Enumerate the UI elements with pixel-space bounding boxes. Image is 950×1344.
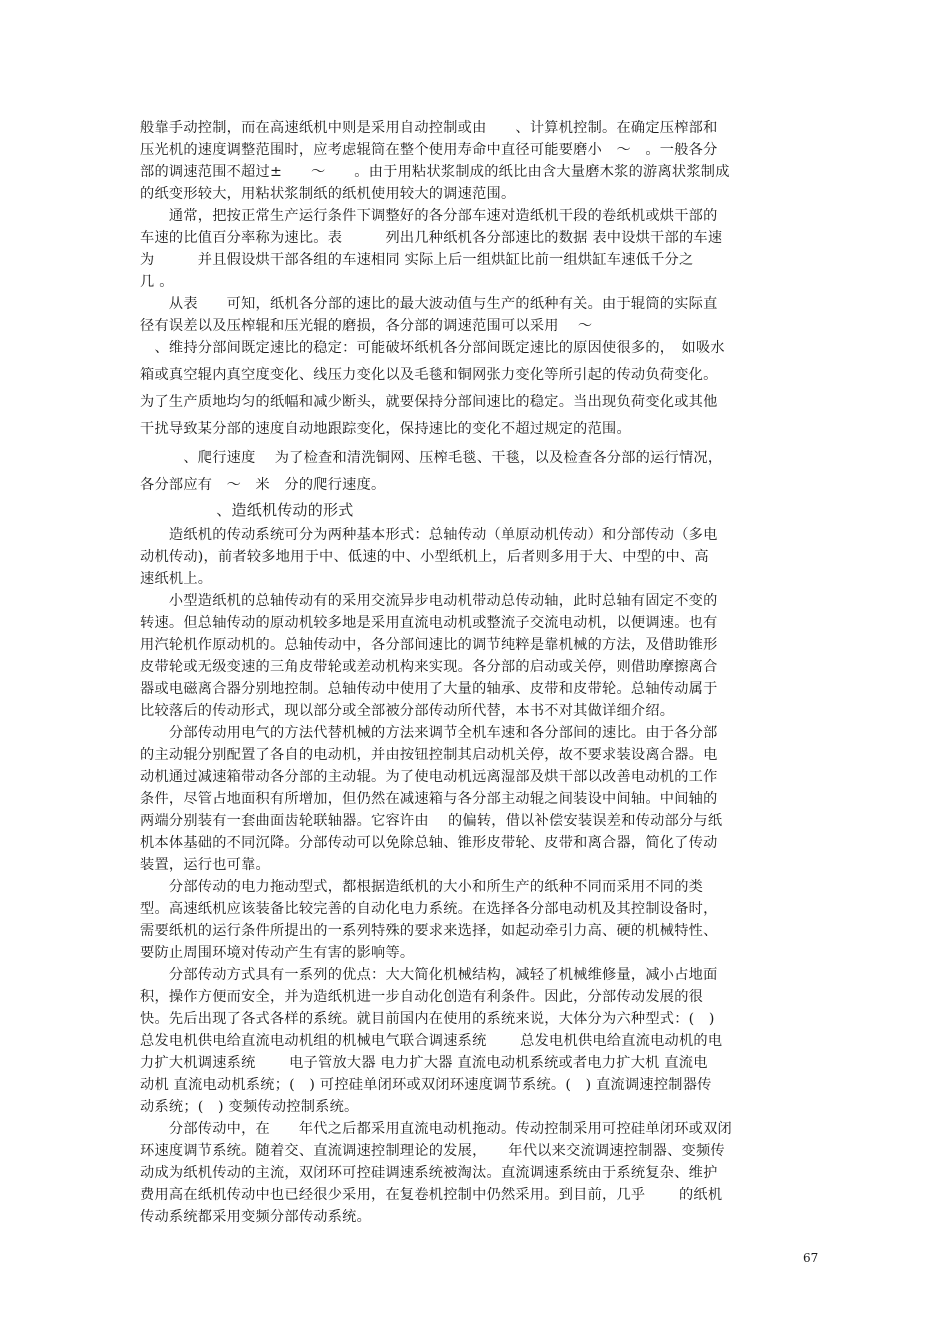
text-line: 转速。但总轴传动的原动机较多地是采用直流电动机或整流子交流电动机，以便调速。也有 — [140, 615, 718, 631]
text-line: 部的调速范围不超过± ～ 。由于用粘状浆制成的纸比由含大量磨木浆的游离状浆制成 — [140, 164, 730, 180]
text-line: 动系统；( ) 变频传动控制系统。 — [140, 1099, 359, 1115]
text-line: 型。高速纸机应该装备比较完善的自动化电力系统。在选择各分部电动机及其控制设备时， — [140, 901, 718, 917]
text-line: 几 。 — [140, 274, 174, 290]
text-line: 积，操作方便而安全，并为造纸机进一步自动化创造有利条件。因此，分部传动发展的很 — [140, 989, 704, 1005]
text-line: 般靠手动控制，而在高速纸机中则是采用自动控制或由 、计算机控制。在确定压榨部和 — [140, 120, 718, 136]
text-line: 分部传动用电气的方法代替机械的方法来调节全机车速和各分部间的速比。由于各分部 — [140, 725, 718, 741]
text-line: 条件，尽管占地面积有所增加，但仍然在减速箱与各分部主动辊之间装设中间轴。中间轴的 — [140, 791, 718, 807]
text-line: 动机通过减速箱带动各分部的主动辊。为了使电动机远离湿部及烘干部以改善电动机的工作 — [140, 769, 718, 785]
text-line: 用汽轮机作原动机的。总轴传动中，各分部间速比的调节纯粹是靠机械的方法，及借助锥形 — [140, 637, 718, 653]
text-line: 速纸机上。 — [140, 571, 213, 587]
text-line: 各分部应有 ～ 米 分的爬行速度。 — [140, 477, 386, 493]
text-line: 动机 直流电动机系统；( ) 可控硅单闭环或双闭环速度调节系统。( ) 直流调速控制器传 — [140, 1077, 712, 1093]
text-line: 、爬行速度 为了检查和清洗铜网、压榨毛毯、干毯，以及检查各分部的运行情况， — [140, 450, 723, 466]
text-line: 两端分别装有一套曲面齿轮联轴器。它容许由 的偏转，借以补偿安装误差和传动部分与纸 — [140, 813, 723, 829]
text-line: 为了生产质地均匀的纸幅和减少断头，就要保持分部间速比的稳定。当出现负荷变化或其他 — [140, 394, 718, 410]
text-line: 费用高在纸机传动中也已经很少采用，在复卷机控制中仍然采用。到目前，几乎 的纸机 — [140, 1187, 723, 1203]
text-line: 装置，运行也可靠。 — [140, 857, 270, 873]
text-line: 箱或真空辊内真空度变化、线压力变化以及毛毯和铜网张力变化等所引起的传动负荷变化。 — [140, 367, 718, 383]
text-line: 分部传动的电力拖动型式，都根据造纸机的大小和所生产的纸种不同而采用不同的类 — [140, 879, 704, 895]
text-line: 总发电机供电给直流电动机组的机械电气联合调速系统 总发电机供电给直流电动机的电 — [140, 1033, 723, 1049]
text-line: 快。先后出现了各式各样的系统。就目前国内在使用的系统来说，大体分为六种型式：( ) — [140, 1011, 715, 1027]
text-line: 为 并且假设烘干部各组的车速相同 实际上后一组烘缸比前一组烘缸车速低千分之 — [140, 252, 694, 268]
text-line: 比较落后的传动形式，现以部分或全部被分部传动所代替，本书不对其做详细介绍。 — [140, 703, 675, 719]
text-line: 动机传动)，前者较多地用于中、低速的中、小型纸机上，后者则多用于大、中型的中、高 — [140, 549, 709, 565]
text-line: 的纸变形较大，用粘状浆制纸的纸机使用较大的调速范围。 — [140, 186, 516, 202]
text-line: 径有误差以及压榨辊和压光辊的磨损，各分部的调速范围可以采用 ～ — [140, 318, 593, 334]
section-heading: 、造纸机传动的形式 — [140, 501, 354, 519]
text-line: 、维持分部间既定速比的稳定：可能破坏纸机各分部间既定速比的原因使很多的， 如吸水 — [140, 340, 725, 356]
text-line: 器或电磁离合器分别地控制。总轴传动中使用了大量的轴承、皮带和皮带轮。总轴传动属于 — [140, 681, 718, 697]
text-line: 从表 可知，纸机各分部的速比的最大波动值与生产的纸种有关。由于辊筒的实际直 — [140, 296, 718, 312]
text-line: 小型造纸机的总轴传动有的采用交流异步电动机带动总传动轴，此时总轴有固定不变的 — [140, 593, 718, 609]
text-line: 车速的比值百分率称为速比。表 列出几种纸机各分部速比的数据 表中设烘干部的车速 — [140, 230, 723, 246]
text-line: 通常，把按正常生产运行条件下调整好的各分部车速对造纸机干段的卷纸机或烘干部的 — [140, 208, 718, 224]
text-line: 的主动辊分别配置了各自的电动机，并由按钮控制其启动机关停，故不要求装设离合器。电 — [140, 747, 718, 763]
text-line: 环速度调节系统。随着交、直流调速控制理论的发展， 年代以来交流调速控制器、变频传 — [140, 1143, 725, 1159]
text-line: 力扩大机调速系统 电子管放大器 电力扩大器 直流电动机系统或者电力扩大机 直流电 — [140, 1055, 708, 1071]
text-line: 传动系统都采用变频分部传动系统。 — [140, 1209, 372, 1225]
text-line: 分部传动中，在 年代之后都采用直流电动机拖动。传动控制采用可控硅单闭环或双闭 — [140, 1121, 732, 1137]
text-line: 造纸机的传动系统可分为两种基本形式：总轴传动（单原动机传动）和分部传动（多电 — [140, 527, 718, 543]
page-number: 67 — [803, 1251, 819, 1265]
text-line: 机本体基础的不同沉降。分部传动可以免除总轴、锥形皮带轮、皮带和离合器，简化了传动 — [140, 835, 718, 851]
text-line: 要防止周围环境对传动产生有害的影响等。 — [140, 945, 415, 961]
text-line: 需要纸机的运行条件所提出的一系列特殊的要求来选择，如起动牵引力高、硬的机械特性、 — [140, 923, 718, 939]
text-line: 压光机的速度调整范围时，应考虑辊筒在整个使用寿命中直径可能要磨小 ～ 。一般各分 — [140, 142, 718, 158]
text-line: 动成为纸机传动的主流，双闭环可控硅调速系统被淘汰。直流调速系统由于系统复杂、维护 — [140, 1165, 718, 1181]
text-line: 皮带轮或无级变速的三角皮带轮或差动机构来实现。各分部的启动或关停，则借助摩擦离合 — [140, 659, 718, 675]
text-line: 干扰导致某分部的速度自动地跟踪变化，保持速比的变化不超过规定的范围。 — [140, 421, 631, 437]
text-line: 分部传动方式具有一系列的优点：大大简化机械结构，减轻了机械维修量，减小占地面 — [140, 967, 718, 983]
